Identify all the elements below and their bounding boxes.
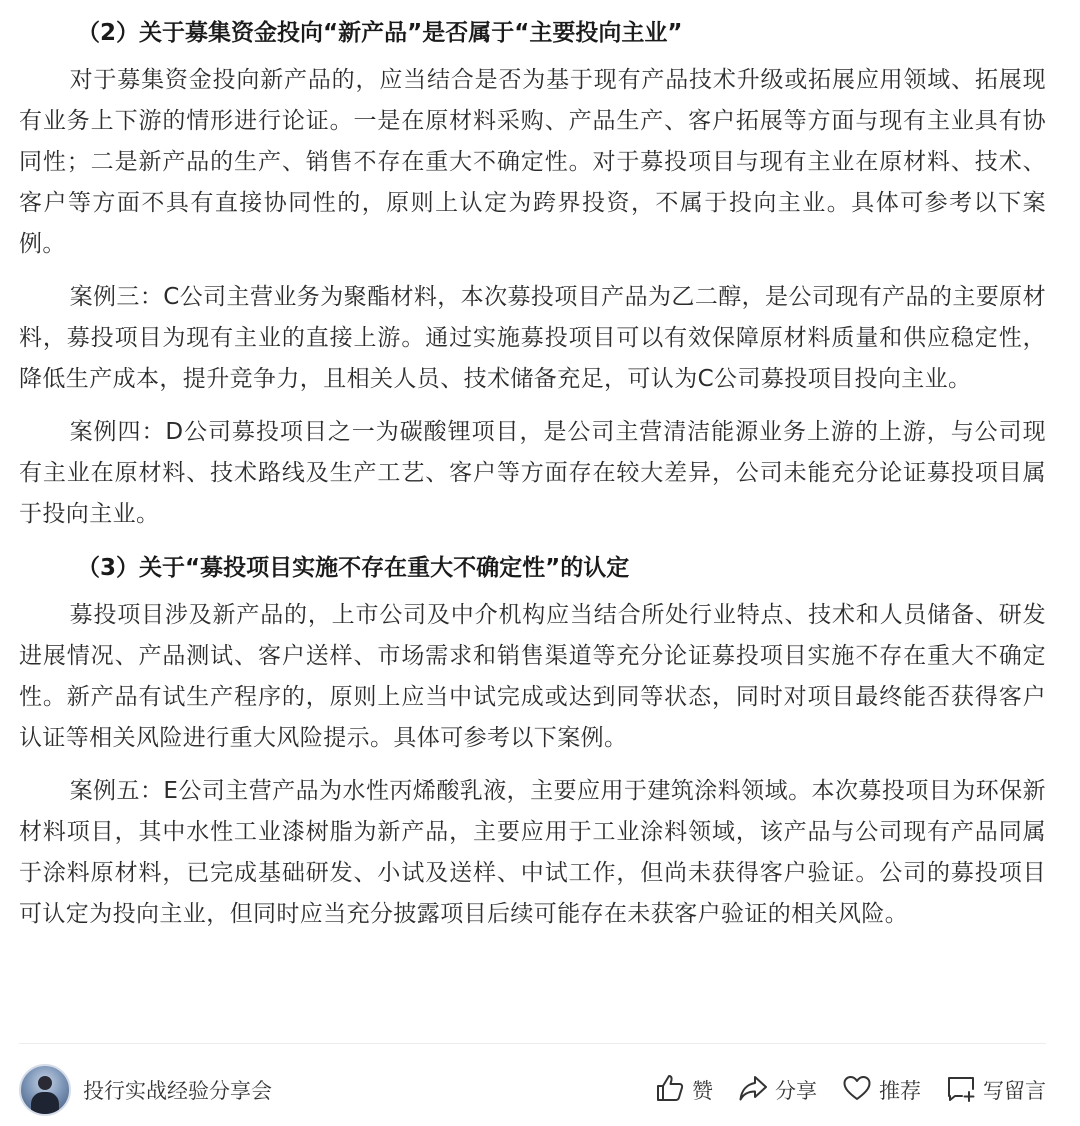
share-label: 分享 [775,1079,817,1103]
paragraph: 对于募集资金投向新产品的，应当结合是否为基于现有产品技术升级或拓展应用领域、拓展现有业务上下游的情形进行论证。一是在原材料采购、产品生产、客户拓展等方面与现有主业具有协同性；二是新产品的生产、销售不存在重大不确定性。对于募投项目与现有主业在原材料、技术、客户等方面不具有直接协同性的，原则上认定为跨界投资，不属于投向主业。具体可参考以下案例。 [19,67,1046,257]
action-bar [630,1072,1046,1108]
account-name[interactable]: 投行实战经验分享会 [83,1079,272,1103]
paragraph: 募投项目涉及新产品的，上市公司及中介机构应当结合所处行业特点、技术和人员储备、研发进展情况、产品测试、客户送样、市场需求和销售渠道等充分论证募投项目实施不存在重大不确定性。新产品有试生产程序的，原则上应当中试完成或达到同等状态，同时对项目最终能否获得客户认证等相关风险进行重大风险提示。具体可参考以下案例。 [19,602,1046,751]
footer-divider [19,1043,1046,1044]
heart-icon [841,1072,873,1108]
case-four-paragraph: 案例四：D公司募投项目之一为碳酸锂项目，是公司主营清洁能源业务上游的上游，与公司现有主业在原材料、技术路线及生产工艺、客户等方面存在较大差异，公司未能充分论证募投项目属于投向主业。 [19,419,1046,527]
recommend-button[interactable] [841,1072,921,1108]
avatar[interactable] [19,1064,71,1116]
article-body [19,12,1046,947]
case-three-paragraph: 案例三：C公司主营业务为聚酯材料，本次募投项目产品为乙二醇，是公司现有产品的主要原材料，募投项目为现有主业的直接上游。通过实施募投项目可以有效保障原材料质量和供应稳定性，降低生产成本，提升竞争力，且相关人员、技术储备充足，可认为C公司募投项目投向主业。 [19,284,1046,392]
comment-button[interactable] [945,1072,1046,1108]
comment-plus-icon [945,1072,977,1108]
case-five-paragraph: 案例五：E公司主营产品为水性丙烯酸乳液，主要应用于建筑涂料领域。本次募投项目为环保新材料项目，其中水性工业漆树脂为新产品，主要应用于工业涂料领域，该产品与公司现有产品同属于涂料原材料，已完成基础研发、小试及送样、中试工作，但尚未获得客户验证。公司的募投项目可认定为投向主业，但同时应当充分披露项目后续可能存在未获客户验证的相关风险。 [19,778,1046,927]
section-heading-2: （2）关于募集资金投向“新产品”是否属于“主要投向主业” [77,20,683,46]
like-button[interactable] [654,1072,713,1108]
like-label: 赞 [692,1079,713,1103]
recommend-label: 推荐 [879,1079,921,1103]
share-button[interactable] [737,1072,817,1108]
comment-label: 写留言 [983,1079,1046,1103]
section-heading-3: （3）关于“募投项目实施不存在重大不确定性”的认定 [77,555,630,581]
thumbs-up-icon [654,1072,686,1108]
article-footer [19,1058,1046,1122]
share-arrow-icon [737,1072,769,1108]
